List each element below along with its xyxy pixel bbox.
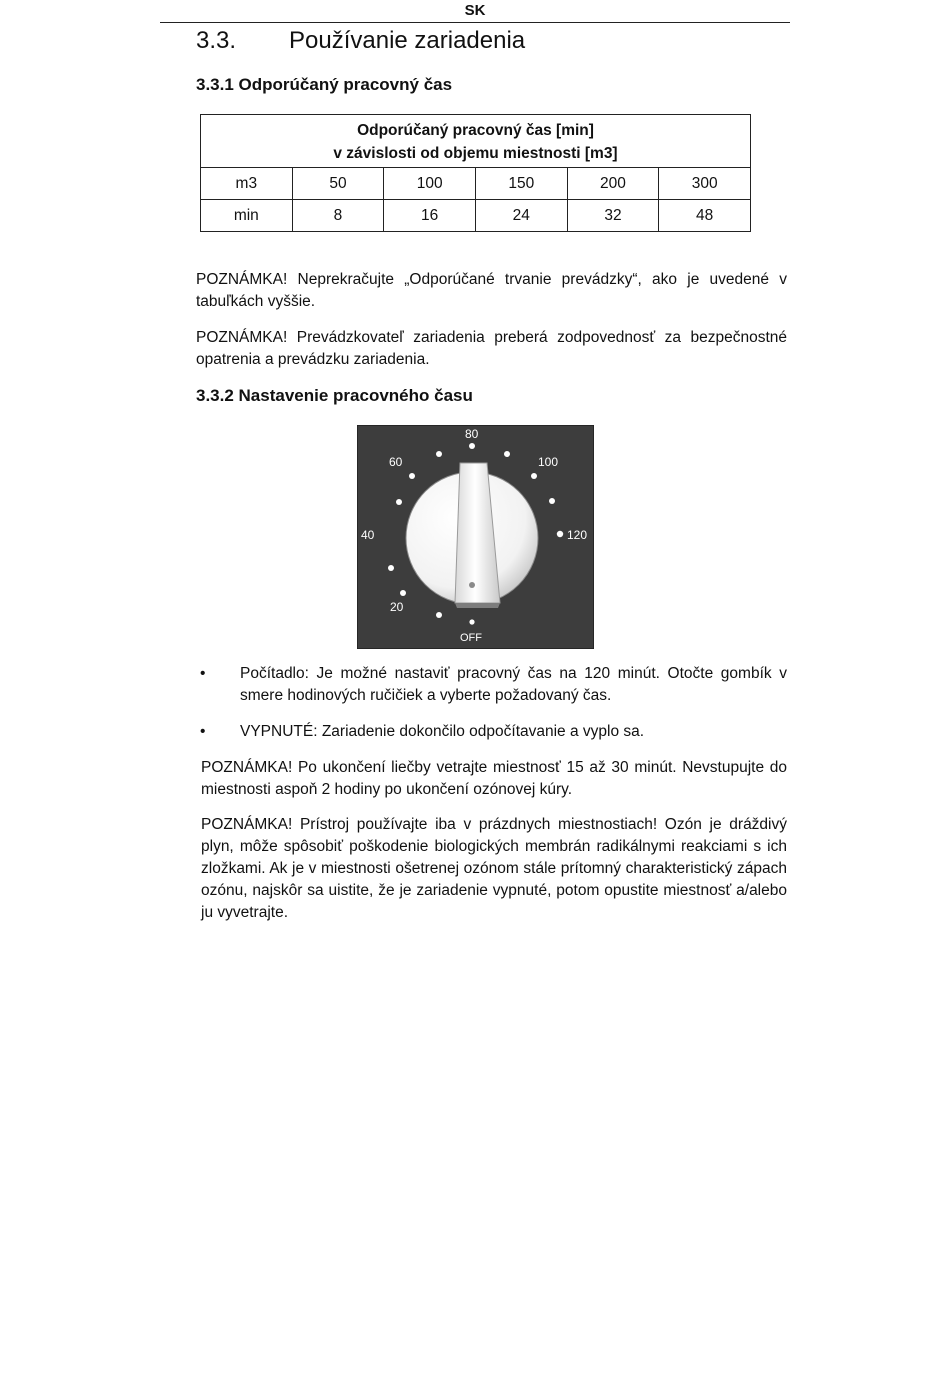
table-cell: 24 <box>475 200 567 232</box>
subsection-title-set-time: 3.3.2 Nastavenie pracovného času <box>196 386 473 405</box>
note-do-not-exceed: POZNÁMKA! Neprekračujte „Odporúčané trvanie prevádzky“, ako je uvedené v tabuľkách vyššie. <box>196 271 787 310</box>
timer-dial-illustration <box>357 425 594 649</box>
table-caption-line1: Odporúčaný pracovný čas [min] <box>357 121 594 139</box>
table-cell: 32 <box>567 200 659 232</box>
section-number: 3.3. <box>196 27 237 54</box>
note-ventilate-room: POZNÁMKA! Po ukončení liečby vetrajte miestnosť 15 až 30 minút. Nevstupujte do miestnosti aspoň 2 hodiny po ukončení ozónovej kúry. <box>201 759 787 798</box>
table-row <box>201 200 751 232</box>
note-empty-rooms-only: POZNÁMKA! Prístroj používajte iba v prázdnych miestnostiach! Ozón je dráždivý plyn, môže spôsobiť poškodenie biologických membrán radikálnymi reakciami s ich zložkami. Ak je v miestnosti ošetrenej ozónom stále prítomný charakteristický zápach ozónu, najskôr sa uistite, že je zariadenie vypnuté, potom opustite miestnosť a/alebo ju vyvetrajte. <box>201 816 787 921</box>
dial-label-40: 40 <box>361 528 375 542</box>
section-title-text: Používanie zariadenia <box>289 27 526 54</box>
header-rule <box>160 22 790 23</box>
subsection-title-recommended-time: 3.3.1 Odporúčaný pracovný čas <box>196 75 453 94</box>
table-cell: 48 <box>659 200 751 232</box>
table-cell: m3 <box>201 168 293 200</box>
table-cell: 100 <box>384 168 476 200</box>
bullet-off: VYPNUTÉ: Zariadenie dokončilo odpočítavanie a vyplo sa. <box>240 723 645 740</box>
table-cell: 300 <box>659 168 751 200</box>
timer-dial-image <box>357 425 594 649</box>
dial-label-120: 120 <box>567 528 588 542</box>
recommended-time-table <box>200 114 751 232</box>
table-caption <box>201 115 751 168</box>
bullet-glyph: • <box>200 665 206 682</box>
dial-label-20: 20 <box>390 600 404 614</box>
header-language-code: SK <box>464 2 486 19</box>
table-cell: 200 <box>567 168 659 200</box>
table-cell: 150 <box>475 168 567 200</box>
dial-label-off: OFF <box>460 632 482 644</box>
table-row <box>201 168 751 200</box>
section-title <box>196 27 525 55</box>
table-cell: 16 <box>384 200 476 232</box>
dial-label-100: 100 <box>538 455 559 469</box>
table-cell: 8 <box>292 200 384 232</box>
bullet-counter: Počítadlo: Je možné nastaviť pracovný čas na 120 minút. Otočte gombík v smere hodinových ručičiek a vyberte požadovaný čas. <box>240 665 787 704</box>
table-cell: min <box>201 200 293 232</box>
table-caption-line2: v závislosti od objemu miestnosti [m3] <box>333 144 618 162</box>
dial-label-60: 60 <box>389 455 403 469</box>
note-operator-responsibility: POZNÁMKA! Prevádzkovateľ zariadenia preberá zodpovednosť za bezpečnostné opatrenia a prevádzku zariadenia. <box>196 329 787 368</box>
table-cell: 50 <box>292 168 384 200</box>
bullet-glyph: • <box>200 723 206 740</box>
dial-label-80: 80 <box>465 427 479 441</box>
